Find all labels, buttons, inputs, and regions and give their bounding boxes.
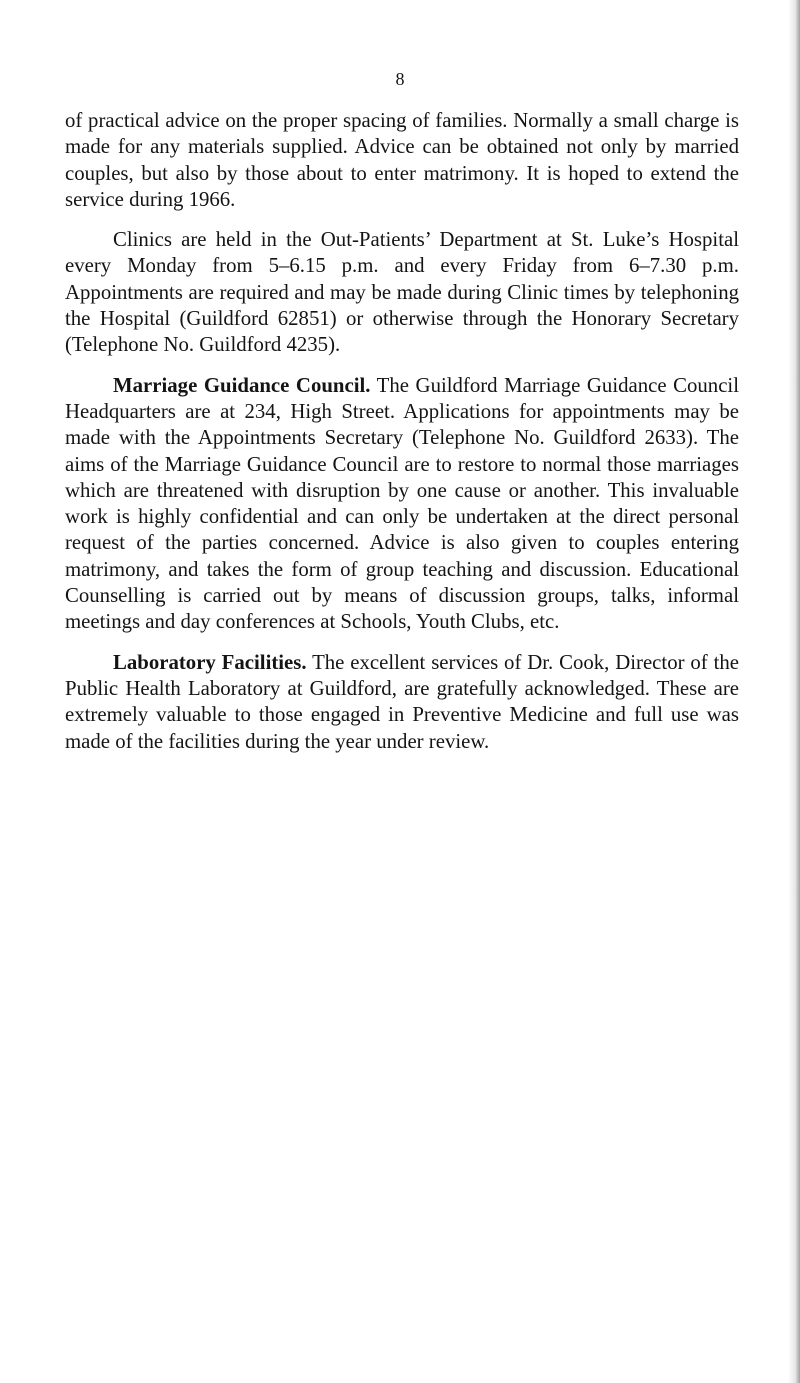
page-edge-shadow bbox=[788, 0, 800, 1383]
paragraph-family-planning-advice bbox=[65, 108, 739, 213]
paragraph-marriage-guidance bbox=[65, 373, 739, 636]
paragraph-clinics bbox=[65, 227, 739, 358]
section-heading-marriage-guidance: Marriage Guidance Council. bbox=[113, 373, 371, 397]
paragraph-text: The Guildford Marriage Guidance Council Headquarters are at 234, High Street. Applications for appointments may be made with the Appointments Secretary (Telephone No. Guildford 2633). The aims of the Marriage Guidance Council are to restore to normal those marriages which are threatened with disruption by one cause or another. This invaluable work is highly confidential and can only be undertaken at the direct personal request of the parties concerned. Advice is also given to couples entering matrimony, and takes the form of group teaching and discussion. Educational Counselling is carried out by means of discussion groups, talks, informal meetings and day conferences at Schools, Youth Clubs, etc. bbox=[65, 373, 739, 634]
paragraph-text: Clinics are held in the Out-Patients’ Department at St. Luke’s Hospital every Monday from 5–6.15 p.m. and every Friday from 6–7.30 p.m. Appointments are required and may be made during Clinic times by telephoning the Hospital (Guildford 62851) or otherwise through the Honorary Secretary (Telephone No. Guildford 4235). bbox=[65, 228, 739, 357]
paragraph-text: The excellent services of Dr. Cook, Director of the Public Health Laboratory at Guildford, are gratefully acknowledged. These are extremely valuable to those engaged in Preventive Medicine and full use was made of the facilities during the year under review. bbox=[65, 650, 739, 753]
page-number: 8 bbox=[395, 69, 405, 89]
section-heading-laboratory-facilities: Laboratory Facilities. bbox=[113, 650, 307, 674]
paragraph-laboratory-facilities bbox=[65, 650, 739, 755]
body-text bbox=[65, 108, 739, 769]
paragraph-text: of practical advice on the proper spacing of families. Normally a small charge is made for any materials supplied. Advice can be obtained not only by married couples, but also by those about to enter matrimony. It is hoped to extend the service during 1966. bbox=[65, 109, 739, 211]
